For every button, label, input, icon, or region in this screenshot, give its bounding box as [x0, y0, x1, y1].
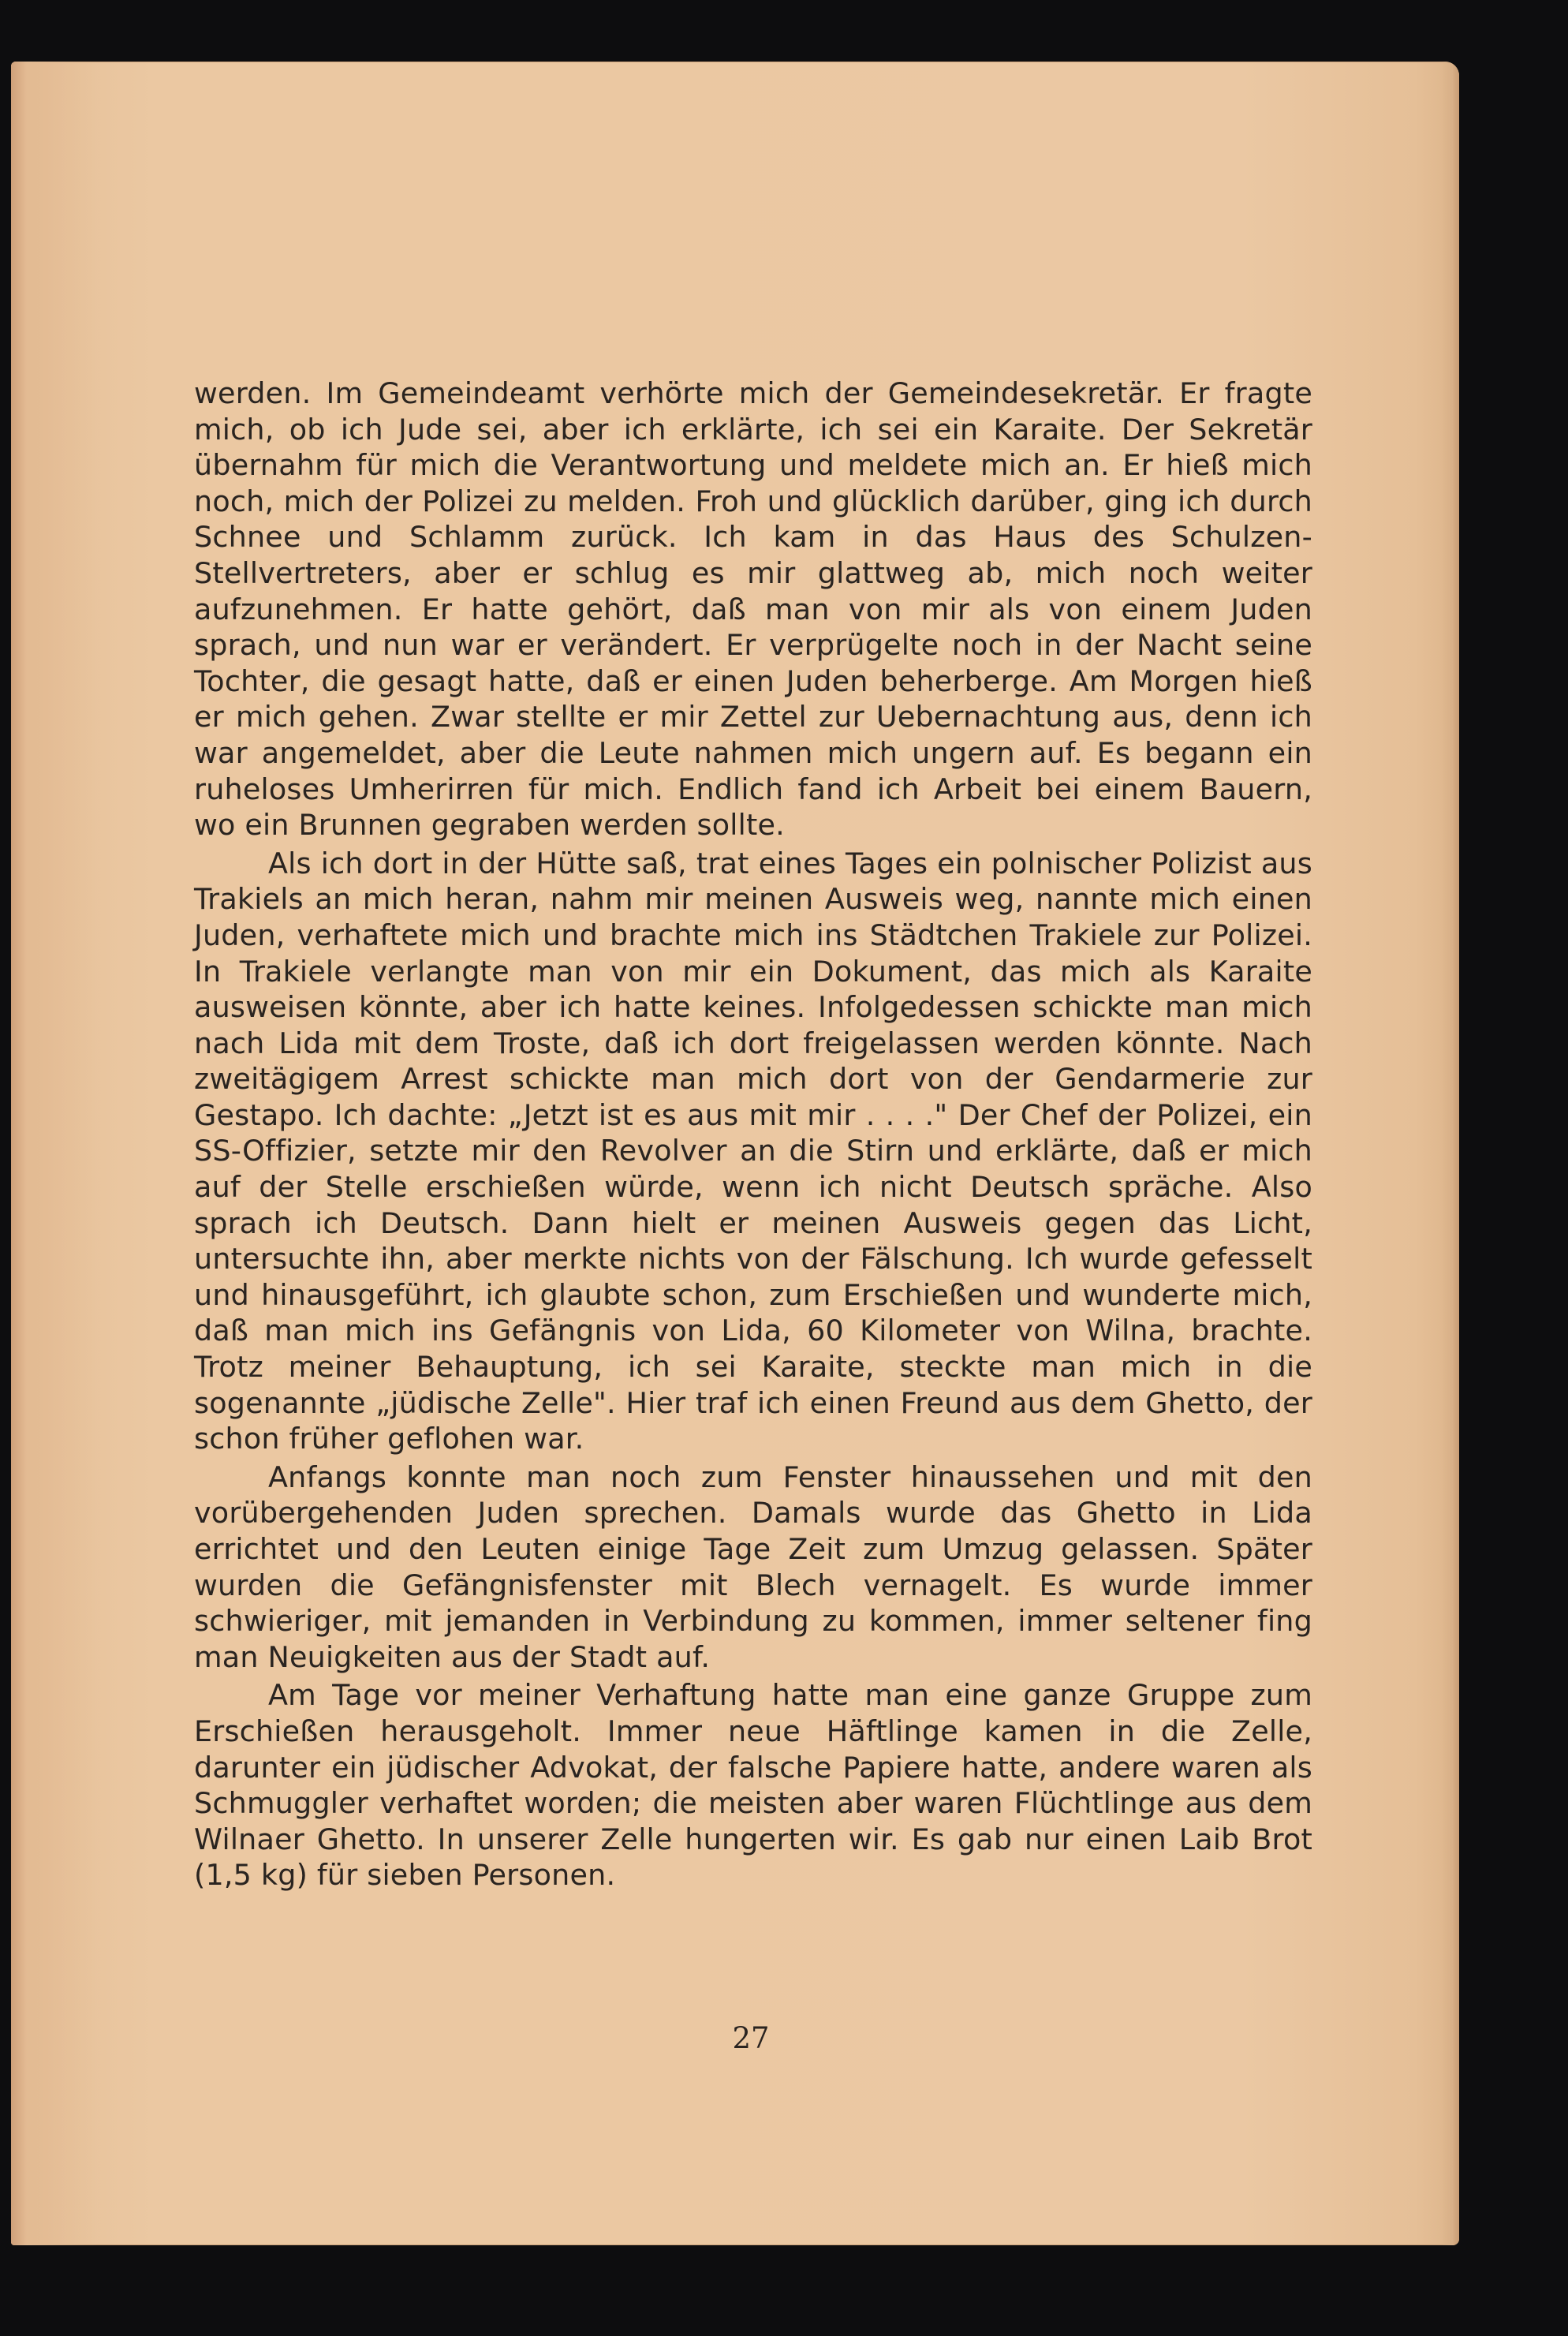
- page-gutter-shadow: [11, 62, 98, 2245]
- page-edge-shadow: [1442, 62, 1459, 2245]
- paragraph-1: werden. Im Gemeindeamt verhörte mich der Gemeindesekretär. Er fragte mich, ob ich Jude sei, aber ich erklärte, ich sei ein Karaite. Der Sekretär übernahm für mich die Verantwortung und meldete mich an. Er hieß mich noch, mich der Polizei zu melden. Froh und glücklich darüber, ging ich durch Schnee und Schlamm zurück. Ich kam in das Haus des Schulzen-Stellvertreters, aber er schlug es mir glattweg ab, mich noch weiter aufzunehmen. Er hatte gehört, daß man von mir als von einem Juden sprach, und nun war er verändert. Er verprügelte noch in der Nacht seine Tochter, die gesagt hatte, daß er einen Juden beherberge. Am Morgen hieß er mich gehen. Zwar stellte er mir Zettel zur Uebernachtung aus, denn ich war angemeldet, aber die Leute nahmen mich ungern auf. Es begann ein ruheloses Umherirren für mich. Endlich fand ich Arbeit bei einem Bauern, wo ein Brunnen gegraben werden sollte.: [194, 376, 1312, 843]
- body-text: [194, 376, 1312, 1893]
- book-page: [11, 62, 1459, 2245]
- paragraph-4: Am Tage vor meiner Verhaftung hatte man eine ganze Gruppe zum Erschießen herausgeholt. Immer neue Häftlinge kamen in die Zelle, darunter ein jüdischer Advokat, der falsche Papiere hatte, andere waren als Schmuggler verhaftet worden; die meisten aber waren Flüchtlinge aus dem Wilnaer Ghetto. In unserer Zelle hungerten wir. Es gab nur einen Laib Brot (1,5 kg) für sieben Personen.: [194, 1678, 1312, 1893]
- paragraph-3: Anfangs konnte man noch zum Fenster hinaussehen und mit den vorübergehenden Juden sprechen. Damals wurde das Ghetto in Lida errichtet und den Leuten einige Tage Zeit zum Umzug gelassen. Später wurden die Gefängnisfenster mit Blech vernagelt. Es wurde immer schwieriger, mit jemanden in Verbindung zu kommen, immer seltener fing man Neuigkeiten aus der Stadt auf.: [194, 1460, 1312, 1674]
- page-number: 27: [732, 2021, 770, 2055]
- paragraph-2: Als ich dort in der Hütte saß, trat eines Tages ein polnischer Polizist aus Trakiels an mich heran, nahm mir meinen Ausweis weg, nannte mich einen Juden, verhaftete mich und brachte mich ins Städtchen Trakiele zur Polizei. In Trakiele verlangte man von mir ein Dokument, das mich als Karaite ausweisen könnte, aber ich hatte keines. Infolgedessen schickte man mich nach Lida mit dem Troste, daß ich dort freigelassen werden könnte. Nach zweitägigem Arrest schickte man mich dort von der Gendarmerie zur Gestapo. Ich dachte: „Jetzt ist es aus mit mir . . . ." Der Chef der Polizei, ein SS-Offizier, setzte mir den Revolver an die Stirn und erklärte, daß er mich auf der Stelle erschießen würde, wenn ich nicht Deutsch spräche. Also sprach ich Deutsch. Dann hielt er meinen Ausweis gegen das Licht, untersuchte ihn, aber merkte nichts von der Fälschung. Ich wurde gefesselt und hinausgeführt, ich glaubte schon, zum Erschießen und wunderte mich, daß man mich ins Gefängnis von Lida, 60 Kilometer von Wilna, brachte. Trotz meiner Behauptung, ich sei Karaite, steckte man mich in die sogenannte „jüdische Zelle". Hier traf ich einen Freund aus dem Ghetto, der schon früher geflohen war.: [194, 846, 1312, 1456]
